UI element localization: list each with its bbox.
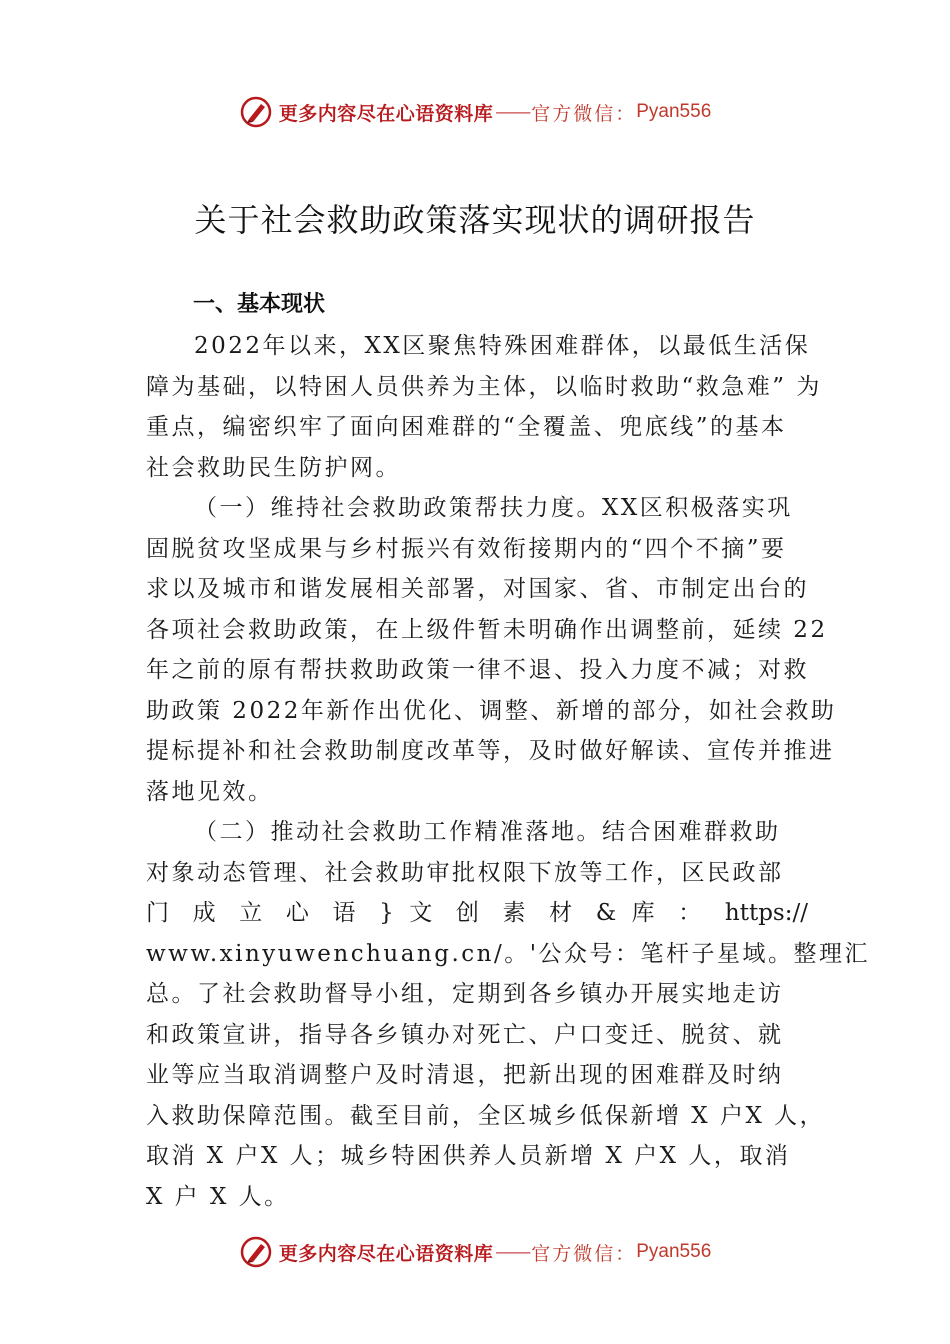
banner-wechat-label: 官方微信：: [531, 1242, 637, 1265]
body-line: www.xinyuwenchuang.cn/。'公众号：笔杆子星域。整理汇: [146, 940, 871, 967]
body-line: 落地见效。: [146, 778, 274, 805]
body-line: 年之前的原有帮扶救助政策一律不退、投入力度不减；对救: [146, 657, 809, 683]
footer-banner: [0, 1232, 950, 1272]
body-line: 业等应当取消调整户及时清退，把新出现的困难群及时纳: [146, 1062, 784, 1088]
body-line: 重点，编密织牢了面向困难群的“全覆盖、兜底线”的基本: [146, 414, 787, 440]
body-line: 对象动态管理、社会救助审批权限下放等工作，区民政部: [146, 859, 784, 886]
body-line: 门 成 立 心 语 } 文 创 素 材 & 库 ： https://: [146, 900, 808, 926]
pen-logo-icon: [239, 95, 273, 129]
body-line: 障为基础，以特困人员供养为主体，以临时救助“救急难” 为: [146, 373, 822, 400]
body-line: 各项社会救助政策，在上级件暂未明确作出调整前，延续 22: [146, 616, 828, 643]
body-line: （二）推动社会救助工作精准落地。结合困难群救助: [194, 819, 781, 845]
document-title: 关于社会救助政策落实现状的调研报告: [194, 201, 756, 239]
section-heading: 一、基本现状: [193, 292, 326, 317]
banner-main-text: 更多内容尽在心语资料库: [278, 102, 494, 125]
banner-wechat-id: Pyan556: [636, 101, 712, 122]
banner-separator: ——: [495, 101, 530, 123]
body-line: X 户 X 人。: [146, 1183, 290, 1210]
banner-main-text: 更多内容尽在心语资料库: [278, 1242, 494, 1265]
banner-wechat-label: 官方微信：: [531, 102, 637, 125]
pen-logo-icon: [239, 1235, 273, 1269]
body-text: [146, 326, 871, 1217]
banner-separator: ——: [495, 1241, 530, 1263]
body-line: 和政策宣讲，指导各乡镇办对死亡、户口变迁、脱贫、就: [146, 1021, 784, 1048]
body-line: 固脱贫攻坚成果与乡村振兴有效衔接期内的“四个不摘”要: [146, 535, 787, 562]
body-line: 助政策 2022年新作出优化、调整、新增的部分，如社会救助: [146, 697, 837, 724]
body-line: 总。了社会救助督导小组，定期到各乡镇办开展实地走访: [146, 981, 784, 1007]
body-line: 入救助保障范围。截至目前，全区城乡低保新增 X 户X 人，: [146, 1102, 826, 1129]
banner-wechat-id: Pyan556: [636, 1241, 712, 1262]
body-line: 取消 X 户X 人；城乡特困供养人员新增 X 户X 人，取消: [146, 1143, 791, 1169]
header-banner: [0, 92, 950, 132]
body-line: 社会救助民生防护网。: [146, 454, 401, 481]
body-line: 求以及城市和谐发展相关部署，对国家、省、市制定出台的: [146, 576, 809, 602]
body-line: 2022年以来，XX区聚焦特殊困难群体，以最低生活保: [194, 333, 811, 359]
body-line: （一）维持社会救助政策帮扶力度。XX区积极落实巩: [194, 495, 793, 521]
body-line: 提标提补和社会救助制度改革等，及时做好解读、宣传并推进: [146, 738, 835, 764]
